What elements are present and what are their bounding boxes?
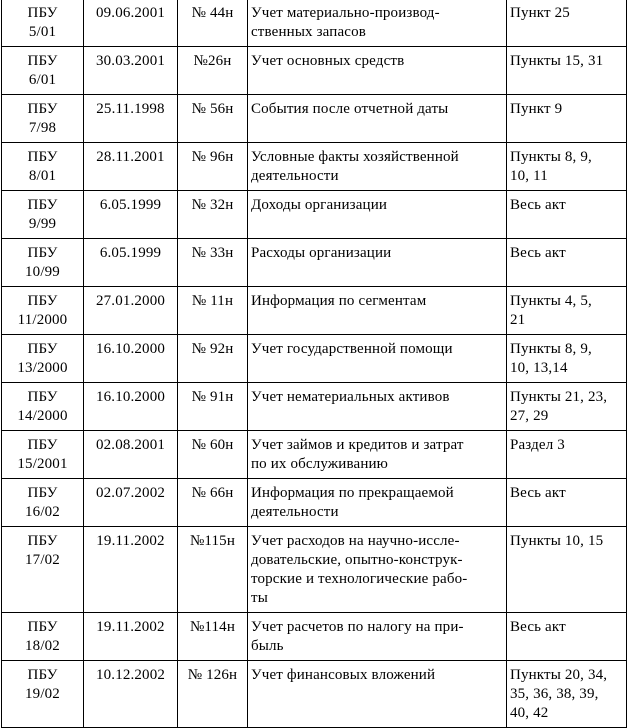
standard-code-line: 14/2000 (17, 408, 68, 424)
standard-title-line: События после отчетной даты (251, 101, 449, 117)
standard-title-line: Доходы организации (251, 197, 388, 213)
applicable-scope-cell (507, 47, 627, 95)
approval-date-cell: 6.05.1999 (84, 239, 178, 287)
standard-title-line: быль (251, 638, 284, 654)
applicable-scope-cell (507, 527, 627, 613)
approval-date-cell: 30.03.2001 (84, 47, 178, 95)
order-number-cell: № 92н (178, 335, 248, 383)
standard-title-cell (248, 47, 507, 95)
applicable-scope-cell (507, 479, 627, 527)
standard-code-line: ПБУ (27, 485, 58, 501)
standard-code-line: ПБУ (27, 5, 58, 21)
pbu-table-body (2, 0, 627, 728)
standard-title-cell (248, 0, 507, 47)
approval-date-cell: 19.11.2002 (84, 613, 178, 661)
standard-title-cell (248, 527, 507, 613)
table-row (2, 335, 627, 383)
applicable-scope-cell (507, 0, 627, 47)
table-row (2, 479, 627, 527)
applicable-scope-line: 10, 11 (510, 168, 548, 184)
standard-title-line: деятельности (251, 504, 339, 520)
order-number-cell: № 126н (178, 661, 248, 728)
standard-code-cell (2, 527, 84, 613)
standard-code-line: ПБУ (27, 101, 58, 117)
approval-date-cell: 02.08.2001 (84, 431, 178, 479)
approval-date-cell: 6.05.1999 (84, 191, 178, 239)
standard-title-line: Информация по сегментам (251, 293, 427, 309)
applicable-scope-line: Весь акт (510, 197, 566, 213)
standard-code-line: ПБУ (27, 53, 58, 69)
approval-date-cell: 25.11.1998 (84, 95, 178, 143)
order-number-cell: №115н (178, 527, 248, 613)
table-row (2, 661, 627, 728)
standard-code-line: ПБУ (27, 197, 58, 213)
standard-code-line: ПБУ (27, 341, 58, 357)
applicable-scope-line: Весь акт (510, 619, 566, 635)
standard-title-line: ственных запасов (251, 24, 366, 40)
applicable-scope-line: Пункты 21, 23, (510, 389, 608, 405)
standard-title-line: Учет займов и кредитов и затрат (251, 437, 464, 453)
standard-title-line: Учет нематериальных активов (251, 389, 450, 405)
standard-title-cell (248, 287, 507, 335)
approval-date-cell: 02.07.2002 (84, 479, 178, 527)
standard-code-line: 19/02 (25, 686, 60, 702)
standard-title-cell (248, 479, 507, 527)
approval-date-cell: 19.11.2002 (84, 527, 178, 613)
applicable-scope-cell (507, 383, 627, 431)
table-row (2, 527, 627, 613)
standard-code-cell (2, 95, 84, 143)
order-number-cell: № 56н (178, 95, 248, 143)
applicable-scope-cell (507, 143, 627, 191)
standard-code-line: 18/02 (25, 638, 60, 654)
standard-code-line: 11/2000 (17, 312, 68, 328)
standard-code-cell (2, 479, 84, 527)
standard-title-line: Учет основных средств (251, 53, 405, 69)
standard-title-line: ты (251, 590, 268, 606)
applicable-scope-line: Пункты 8, 9, (510, 149, 592, 165)
table-row (2, 239, 627, 287)
standard-title-cell (248, 191, 507, 239)
standard-code-cell (2, 239, 84, 287)
standard-code-cell (2, 431, 84, 479)
table-row (2, 191, 627, 239)
table-row (2, 0, 627, 47)
approval-date-cell: 10.12.2002 (84, 661, 178, 728)
order-number-cell: № 33н (178, 239, 248, 287)
applicable-scope-line: Весь акт (510, 485, 566, 501)
standard-code-line: 7/98 (28, 120, 57, 136)
approval-date-cell: 16.10.2000 (84, 335, 178, 383)
standard-code-line: 10/99 (25, 264, 60, 280)
standard-code-cell (2, 287, 84, 335)
standard-code-line: ПБУ (27, 293, 58, 309)
standard-code-cell (2, 661, 84, 728)
applicable-scope-line: Пункты 15, 31 (510, 53, 604, 69)
standard-title-line: торские и технологические рабо- (251, 571, 468, 587)
applicable-scope-line: 10, 13,14 (510, 360, 568, 376)
applicable-scope-cell (507, 431, 627, 479)
applicable-scope-line: Пункты 4, 5, (510, 293, 592, 309)
order-number-cell: № 44н (178, 0, 248, 47)
applicable-scope-cell (507, 95, 627, 143)
approval-date-cell: 09.06.2001 (84, 0, 178, 47)
order-number-cell: № 66н (178, 479, 248, 527)
applicable-scope-line: Пункты 10, 15 (510, 533, 604, 549)
standard-code-cell (2, 613, 84, 661)
pbu-table (1, 0, 627, 728)
table-row (2, 431, 627, 479)
standard-title-line: Расходы организации (251, 245, 392, 261)
order-number-cell: №26н (178, 47, 248, 95)
applicable-scope-line: 35, 36, 38, 39, (510, 686, 599, 702)
applicable-scope-line: 40, 42 (510, 705, 549, 721)
applicable-scope-line: Пункты 20, 34, (510, 667, 608, 683)
applicable-scope-line: Раздел 3 (510, 437, 565, 453)
standard-title-cell (248, 661, 507, 728)
standard-code-line: ПБУ (27, 667, 58, 683)
standard-code-cell (2, 143, 84, 191)
standard-code-cell (2, 335, 84, 383)
standard-code-line: 17/02 (25, 552, 60, 568)
standard-title-line: Информация по прекращаемой (251, 485, 454, 501)
table-row (2, 613, 627, 661)
standard-code-line: 15/2001 (17, 456, 68, 472)
standard-title-cell (248, 143, 507, 191)
order-number-cell: № 96н (178, 143, 248, 191)
standard-code-line: ПБУ (27, 149, 58, 165)
standard-code-line: ПБУ (27, 245, 58, 261)
applicable-scope-line: 21 (510, 312, 526, 328)
standard-code-line: 13/2000 (17, 360, 68, 376)
applicable-scope-cell (507, 613, 627, 661)
standard-title-line: Учет государственной помощи (251, 341, 453, 357)
table-row (2, 287, 627, 335)
standard-code-line: ПБУ (27, 619, 58, 635)
applicable-scope-cell (507, 239, 627, 287)
standard-title-line: по их обслуживанию (251, 456, 389, 472)
applicable-scope-cell (507, 335, 627, 383)
standard-title-cell (248, 335, 507, 383)
standard-code-line: 16/02 (25, 504, 60, 520)
applicable-scope-line: Пункт 25 (510, 5, 570, 21)
standard-title-line: Условные факты хозяйственной (251, 149, 459, 165)
standard-code-cell (2, 47, 84, 95)
applicable-scope-line: Весь акт (510, 245, 566, 261)
table-row (2, 143, 627, 191)
standard-title-cell (248, 613, 507, 661)
applicable-scope-cell (507, 191, 627, 239)
standard-title-cell (248, 383, 507, 431)
order-number-cell: №114н (178, 613, 248, 661)
applicable-scope-line: Пункты 8, 9, (510, 341, 592, 357)
applicable-scope-cell (507, 287, 627, 335)
order-number-cell: № 91н (178, 383, 248, 431)
applicable-scope-line: Пункт 9 (510, 101, 563, 117)
standard-code-line: ПБУ (27, 389, 58, 405)
applicable-scope-cell (507, 661, 627, 728)
approval-date-cell: 28.11.2001 (84, 143, 178, 191)
standard-code-line: 5/01 (28, 24, 57, 40)
standard-title-line: Учет расчетов по налогу на при- (251, 619, 464, 635)
order-number-cell: № 60н (178, 431, 248, 479)
approval-date-cell: 27.01.2000 (84, 287, 178, 335)
standard-title-cell (248, 239, 507, 287)
standard-code-line: 9/99 (28, 216, 57, 232)
table-row (2, 95, 627, 143)
table-row (2, 47, 627, 95)
standard-title-cell (248, 431, 507, 479)
standard-code-line: ПБУ (27, 437, 58, 453)
standard-code-line: 6/01 (28, 72, 57, 88)
table-row (2, 383, 627, 431)
applicable-scope-line: 27, 29 (510, 408, 549, 424)
standard-code-cell (2, 383, 84, 431)
order-number-cell: № 32н (178, 191, 248, 239)
standard-code-line: 8/01 (28, 168, 57, 184)
standard-title-line: довательские, опытно-конструк- (251, 552, 463, 568)
standard-code-cell (2, 191, 84, 239)
order-number-cell: № 11н (178, 287, 248, 335)
standard-title-line: деятельности (251, 168, 339, 184)
standard-title-line: Учет расходов на научно-иссле- (251, 533, 460, 549)
approval-date-cell: 16.10.2000 (84, 383, 178, 431)
standard-title-line: Учет финансовых вложений (251, 667, 436, 683)
standard-code-cell (2, 0, 84, 47)
standard-code-line: ПБУ (27, 533, 58, 549)
standard-title-cell (248, 95, 507, 143)
standard-title-line: Учет материально-производ- (251, 5, 440, 21)
